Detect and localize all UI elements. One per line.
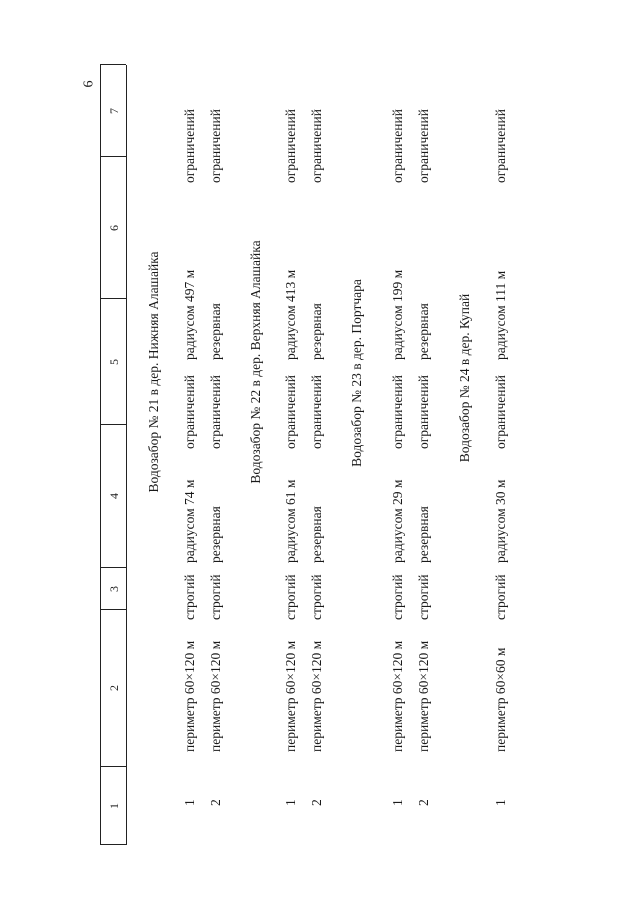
row-number: 1 <box>283 799 298 806</box>
radius-2: резервная <box>309 303 324 360</box>
row-number: 2 <box>416 799 431 806</box>
col-sep <box>100 567 126 568</box>
col-number: 3 <box>107 586 121 592</box>
rotated-table <box>100 65 550 845</box>
radius-2: радиусом 199 м <box>390 269 405 360</box>
col-number: 2 <box>107 685 121 691</box>
restriction-2: ограничений <box>493 109 508 183</box>
zone-size: периметр 60×60 м <box>493 647 508 752</box>
restriction: ограничений <box>208 375 223 449</box>
table-top-border <box>100 65 101 845</box>
header-bottom-border <box>126 65 127 845</box>
group-title: Водозабор № 23 в дер. Портчара <box>349 279 364 467</box>
restriction-2: ограничений <box>182 109 197 183</box>
restriction-2: ограничений <box>208 109 223 183</box>
regime: строгий <box>283 574 298 620</box>
radius-2: резервная <box>208 303 223 360</box>
restriction: ограничений <box>390 375 405 449</box>
radius: резервная <box>309 506 324 563</box>
regime: строгий <box>416 574 431 620</box>
radius: резервная <box>416 506 431 563</box>
group-title: Водозабор № 22 в дер. Верхняя Алашайка <box>248 240 263 484</box>
restriction: ограничений <box>182 375 197 449</box>
restriction: ограничений <box>309 375 324 449</box>
row-number: 2 <box>208 799 223 806</box>
radius: радиусом 74 м <box>182 479 197 563</box>
zone-size: периметр 60×120 м <box>309 640 324 752</box>
header-left-border <box>100 844 126 845</box>
group-title: Водозабор № 21 в дер. Нижняя Алашайка <box>146 251 161 493</box>
row-number: 1 <box>390 799 405 806</box>
group-title: Водозабор № 24 в дер. Купай <box>457 293 472 463</box>
col-number: 7 <box>107 108 121 114</box>
radius-2: радиусом 413 м <box>283 269 298 360</box>
page-number: 6 <box>81 80 97 88</box>
regime: строгий <box>493 574 508 620</box>
radius: радиусом 61 м <box>283 479 298 563</box>
col-number: 1 <box>107 803 121 809</box>
row-number: 1 <box>182 799 197 806</box>
regime: строгий <box>390 574 405 620</box>
col-sep <box>100 424 126 425</box>
radius: радиусом 29 м <box>390 479 405 563</box>
restriction: ограничений <box>416 375 431 449</box>
zone-size: периметр 60×120 м <box>416 640 431 752</box>
col-number: 6 <box>107 225 121 231</box>
restriction-2: ограничений <box>283 109 298 183</box>
regime: строгий <box>182 574 197 620</box>
row-number: 2 <box>309 799 324 806</box>
restriction: ограничений <box>283 375 298 449</box>
restriction-2: ограничений <box>309 109 324 183</box>
restriction-2: ограничений <box>416 109 431 183</box>
col-sep <box>100 766 126 767</box>
radius-2: резервная <box>416 303 431 360</box>
zone-size: периметр 60×120 м <box>283 640 298 752</box>
restriction-2: ограничений <box>390 109 405 183</box>
regime: строгий <box>208 574 223 620</box>
radius: резервная <box>208 506 223 563</box>
col-sep <box>100 156 126 157</box>
radius: радиусом 30 м <box>493 479 508 563</box>
col-number: 4 <box>107 493 121 499</box>
radius-2: радиусом 497 м <box>182 269 197 360</box>
regime: строгий <box>309 574 324 620</box>
zone-size: периметр 60×120 м <box>390 640 405 752</box>
radius-2: радиусом 111 м <box>493 270 508 360</box>
zone-size: периметр 60×120 м <box>208 640 223 752</box>
row-number: 1 <box>493 799 508 806</box>
col-sep <box>100 298 126 299</box>
col-sep <box>100 609 126 610</box>
col-number: 5 <box>107 359 121 365</box>
zone-size: периметр 60×120 м <box>182 640 197 752</box>
header-right-border <box>100 64 126 65</box>
restriction: ограничений <box>493 375 508 449</box>
